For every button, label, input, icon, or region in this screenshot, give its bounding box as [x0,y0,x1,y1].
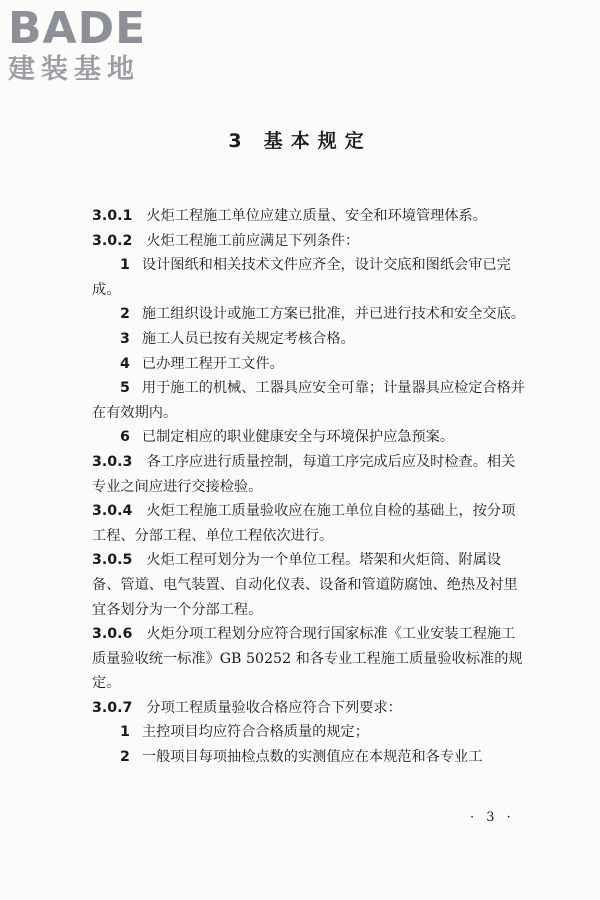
item-number: 5 [120,380,130,397]
list-item [92,302,526,327]
logo-brand-text: BADE [8,3,147,54]
page-body [92,204,526,770]
paragraph-text: 设计图纸和相关技术文件应齐全，设计交底和图纸会审已完成。 [92,257,511,298]
list-item [92,327,526,352]
paragraph-text: 火炬分项工程划分应符合现行国家标准《工业安装工程施工质量验收统一标准》GB 50252 和各专业工程施工质量验收标准的规定。 [92,626,523,692]
list-item [92,425,526,450]
item-number: 4 [120,355,130,372]
clause-number: 3.0.5 [92,552,133,569]
paragraph-text: 已办理工程开工文件。 [141,355,284,372]
list-item [92,352,526,377]
item-number: 2 [120,749,130,766]
clause-paragraph [92,204,526,229]
item-number: 2 [120,306,130,323]
chapter-title [0,126,600,153]
clause-number: 3.0.7 [92,699,133,716]
clause-paragraph [92,548,526,622]
page-number: · 3 · [470,810,515,825]
clause-paragraph [92,499,526,548]
paragraph-text: 火炬工程施工单位应建立质量、安全和环境管理体系。 [146,208,487,224]
clause-number: 3.0.2 [92,232,133,249]
item-number: 6 [120,429,130,446]
paragraph-text: 主控项目均应符合合格质量的规定； [141,724,369,741]
item-number: 3 [120,330,130,347]
paragraph-text: 施工组织设计或施工方案已批准，并已进行技术和安全交底。 [141,306,525,323]
clause-number: 3.0.3 [92,453,133,470]
clause-paragraph [92,229,526,254]
paragraph-text: 已制定相应的职业健康安全与环境保护应急预案。 [141,429,455,446]
clause-number: 3.0.1 [92,208,133,224]
clause-number: 3.0.4 [92,503,133,520]
list-item [92,745,526,770]
paragraph-text: 一般项目每项抽检点数的实测值应在本规范和各专业工 [141,749,483,766]
item-number: 1 [120,257,130,274]
paragraph-text: 分项工程质量验收合格应符合下列要求： [146,699,402,716]
paragraph-text: 用于施工的机械、工器具应安全可靠；计量器具应检定合格并在有效期内。 [92,380,525,421]
paragraph-text: 各工序应进行质量控制，每道工序完成后应及时检查。相关专业之间应进行交接检验。 [92,453,516,495]
logo-subtitle: 建装基地 [8,54,140,85]
clause-paragraph [92,450,526,499]
item-number: 1 [120,724,130,741]
chapter-title-text: 基本规定 [263,130,372,152]
chapter-number: 3 [228,130,250,152]
paragraph-text: 火炬工程可划分为一个单位工程。塔架和火炬筒、附属设备、管道、电气装置、自动化仪表、设备和管道防腐蚀、绝热及衬里宜各划分为一个分部工程。 [92,552,518,618]
list-item [92,376,526,425]
clause-paragraph [92,696,526,721]
list-item [92,720,526,745]
paragraph-text: 火炬工程施工前应满足下列条件： [146,232,360,249]
bade-logo [8,4,178,86]
clause-paragraph [92,622,526,696]
paragraph-text: 火炬工程施工质量验收应在施工单位自检的基础上，按分项工程、分部工程、单位工程依次进行。 [92,503,516,544]
list-item [92,253,526,302]
paragraph-text: 施工人员已按有关规定考核合格。 [141,330,355,347]
clause-number: 3.0.6 [92,626,133,643]
